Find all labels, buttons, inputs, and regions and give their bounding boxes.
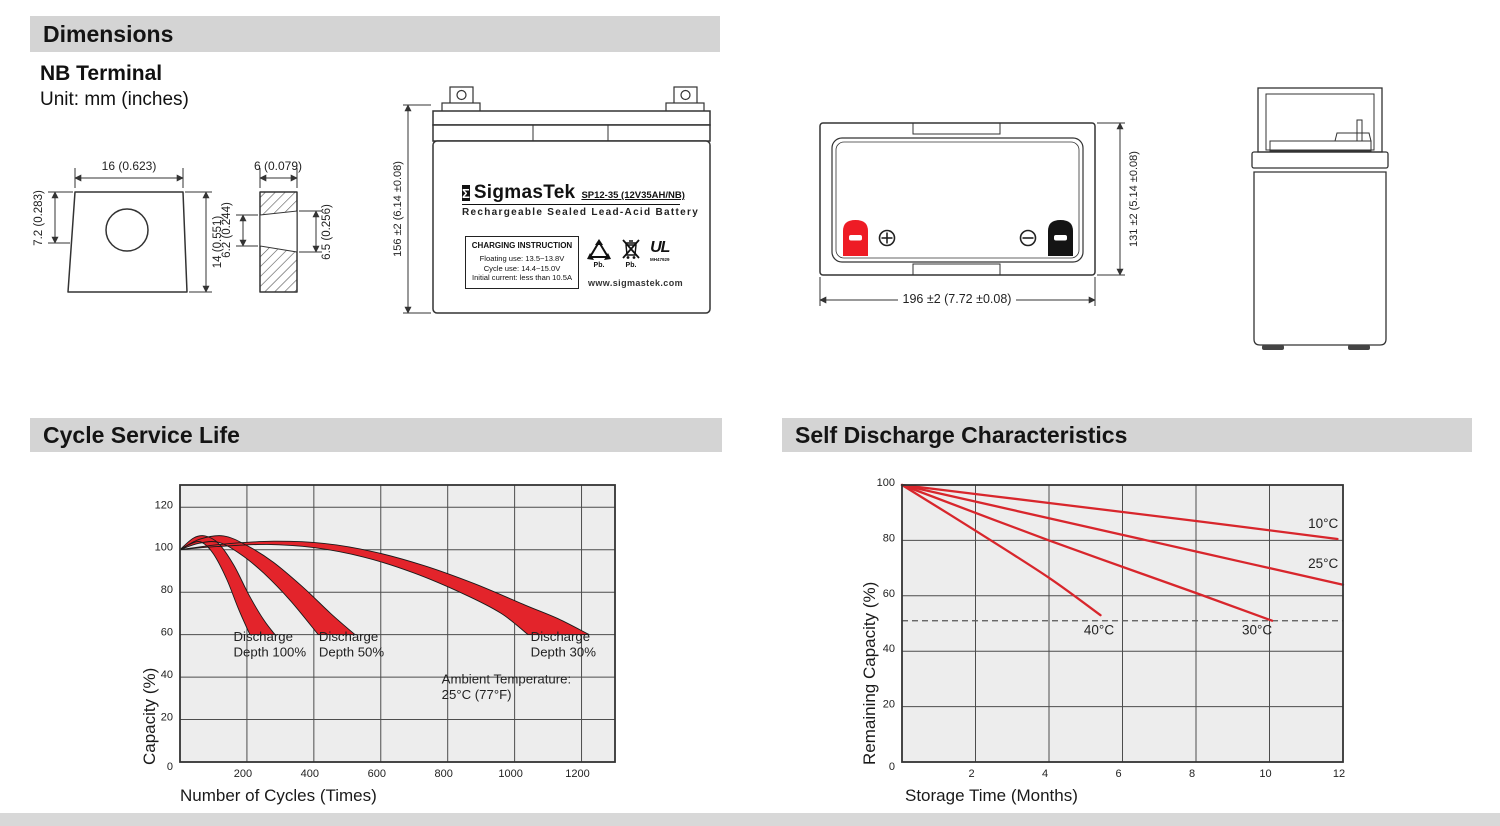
battery-side-view <box>1245 82 1395 357</box>
y-tick-label: 20 <box>160 711 173 724</box>
y-tick-label: 60 <box>160 626 173 639</box>
label-divider <box>462 204 680 205</box>
terminal-type-title: NB Terminal <box>40 62 163 85</box>
recycle-pb-icon: Pb. <box>586 239 612 269</box>
section-header-dimensions <box>30 16 720 52</box>
battery-lid <box>433 111 710 125</box>
section-title: Dimensions <box>43 20 174 47</box>
dim-terminal-height: 14 (0.551) <box>212 215 224 269</box>
compliance-icons <box>586 239 670 269</box>
x-tick-label: 1200 <box>565 768 590 780</box>
unit-note: Unit: mm (inches) <box>40 89 189 110</box>
battery-label <box>462 182 700 218</box>
x-tick-label: 400 <box>300 768 320 780</box>
website-url: www.sigmastek.com <box>588 278 683 288</box>
dim-terminal-side-width: 6 (0.079) <box>253 159 303 173</box>
charging-line: Floating use: 13.5~13.8V <box>479 254 565 263</box>
page-footer-strip <box>0 813 1500 826</box>
model-number: SP12-35 (12V35AH/NB) <box>581 190 685 201</box>
dim-battery-height: 156 ±2 (6.14 ±0.08) <box>392 161 404 257</box>
series-label: 10°C <box>1308 515 1339 531</box>
charging-line: Initial current: less than 10.5A <box>471 273 573 283</box>
y-tick-label: 20 <box>882 698 895 711</box>
x-tick-label: 200 <box>233 768 253 780</box>
dim-terminal-hole-top: 7.2 (0.283) <box>33 190 45 246</box>
section-header-self-discharge <box>782 418 1472 452</box>
section-header-cycle-service-life <box>30 418 722 452</box>
annotation: 25°C (77°F) <box>441 686 512 702</box>
x-axis-label: Storage Time (Months) <box>905 786 1078 805</box>
sigma-logo-icon: Σ <box>462 185 470 201</box>
x-tick-label: 800 <box>434 768 453 780</box>
terminal-dimension-drawing <box>30 150 360 320</box>
side-view-body <box>1254 172 1386 345</box>
y-axis-label: Capacity (%) <box>140 667 159 765</box>
charging-line: Cycle use: 14.4~15.0V <box>483 263 561 273</box>
charging-title: CHARGING INSTRUCTION <box>471 241 573 250</box>
annotation: Ambient Temperature: <box>441 671 572 687</box>
series-label: 25°C <box>1308 556 1339 572</box>
dim-battery-depth: 131 ±2 (5.14 ±0.08) <box>1128 151 1140 247</box>
y-tick-label: 0 <box>888 761 895 773</box>
dim-battery-width: 196 ±2 (7.72 ±0.08) <box>902 292 1012 306</box>
y-tick-label: 100 <box>154 541 173 554</box>
terminal-hole <box>106 209 148 251</box>
plus-terminal-icon <box>880 231 895 246</box>
x-tick-label: 6 <box>1115 768 1122 780</box>
crossed-bin-pb-icon: Pb. <box>622 239 640 269</box>
x-tick-label: 600 <box>367 768 386 780</box>
self-discharge-chart <box>850 470 1395 790</box>
battery-top-view <box>815 110 1155 315</box>
terminal-front-outline <box>68 192 187 292</box>
terminal-groove <box>260 211 297 252</box>
series-label: 40°C <box>1083 622 1115 638</box>
section-title: Self Discharge Characteristics <box>795 421 1128 448</box>
dim-terminal-slot-right: 6.5 (0.256) <box>321 204 333 260</box>
x-tick-label: 10 <box>1259 768 1272 780</box>
x-tick-label: 1000 <box>498 768 523 780</box>
annotation: Discharge <box>233 629 293 645</box>
annotation: Depth 30% <box>530 644 596 660</box>
section-title: Cycle Service Life <box>43 421 240 448</box>
series-label: 30°C <box>1241 622 1273 638</box>
y-tick-label: 0 <box>166 761 173 773</box>
minus-terminal-icon <box>1021 231 1036 246</box>
dim-terminal-width: 16 (0.623) <box>101 159 157 173</box>
x-axis-label: Number of Cycles (Times) <box>180 786 377 805</box>
x-tick-label: 4 <box>1041 768 1049 780</box>
y-axis-label: Remaining Capacity (%) <box>860 581 879 765</box>
x-tick-label: 8 <box>1188 768 1196 780</box>
x-tick-label: 2 <box>968 768 975 780</box>
annotation: Depth 100% <box>233 644 307 660</box>
y-tick-label: 100 <box>876 477 895 489</box>
y-tick-label: 80 <box>160 584 173 597</box>
x-tick-label: 12 <box>1332 768 1346 780</box>
brand-name: SigmasTek <box>473 182 576 203</box>
annotation: Depth 50% <box>318 644 385 660</box>
charging-instruction-box <box>465 236 579 289</box>
cycle-service-life-chart <box>135 470 665 790</box>
ul-mark-icon: UL MH47929 <box>650 239 670 262</box>
battery-subtitle: Rechargeable Sealed Lead-Acid Battery <box>462 207 700 218</box>
y-tick-label: 120 <box>154 499 173 512</box>
dim-terminal-slot-left: 6.2 (0.244) <box>221 202 233 258</box>
y-tick-label: 60 <box>882 587 895 600</box>
annotation: Discharge <box>318 629 379 645</box>
y-tick-label: 40 <box>160 669 173 682</box>
y-tick-label: 40 <box>882 643 895 656</box>
y-tick-label: 80 <box>882 532 895 545</box>
annotation: Discharge <box>530 629 591 645</box>
